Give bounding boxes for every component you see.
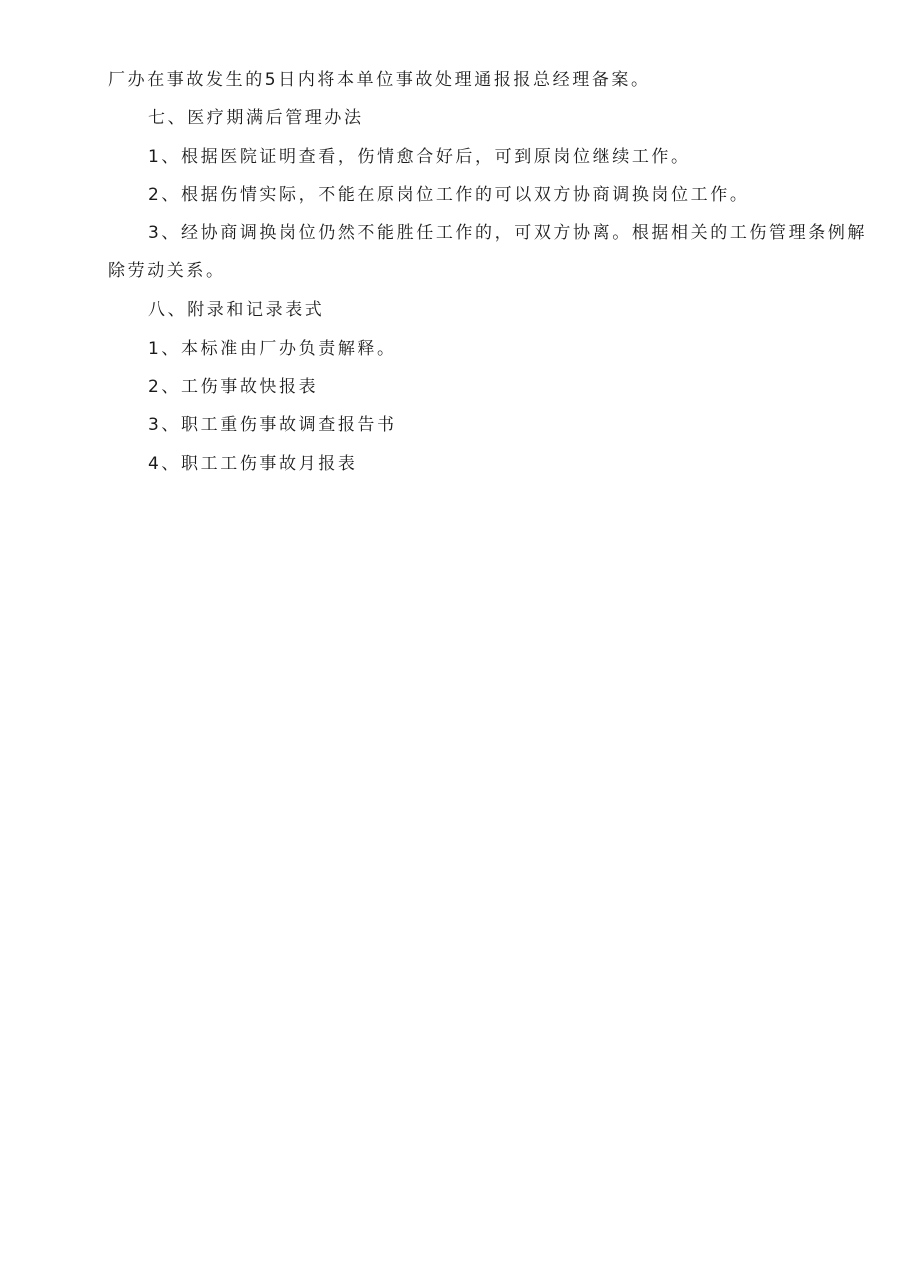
list-item-8-2: 2、工伤事故快报表	[148, 377, 319, 397]
list-item-8-3: 3、职工重伤事故调查报告书	[148, 415, 397, 435]
section-heading-7: 七、医疗期满后管理办法	[148, 108, 364, 128]
list-item-7-3: 3、经协商调换岗位仍然不能胜任工作的，可双方协离。根据相关的工伤管理条例解	[148, 223, 868, 243]
list-item-7-2: 2、根据伤情实际，不能在原岗位工作的可以双方协商调换岗位工作。	[148, 185, 750, 205]
list-item-8-1: 1、本标准由厂办负责解释。	[148, 339, 397, 359]
list-item-7-3-continuation: 除劳动关系。	[108, 261, 226, 281]
list-item-7-1: 1、根据医院证明查看，伤情愈合好后，可到原岗位继续工作。	[148, 147, 691, 167]
section-heading-8: 八、附录和记录表式	[148, 300, 325, 320]
list-item-8-4: 4、职工工伤事故月报表	[148, 454, 358, 474]
paragraph-line-report-filing: 厂办在事故发生的5日内将本单位事故处理通报报总经理备案。	[108, 70, 651, 90]
